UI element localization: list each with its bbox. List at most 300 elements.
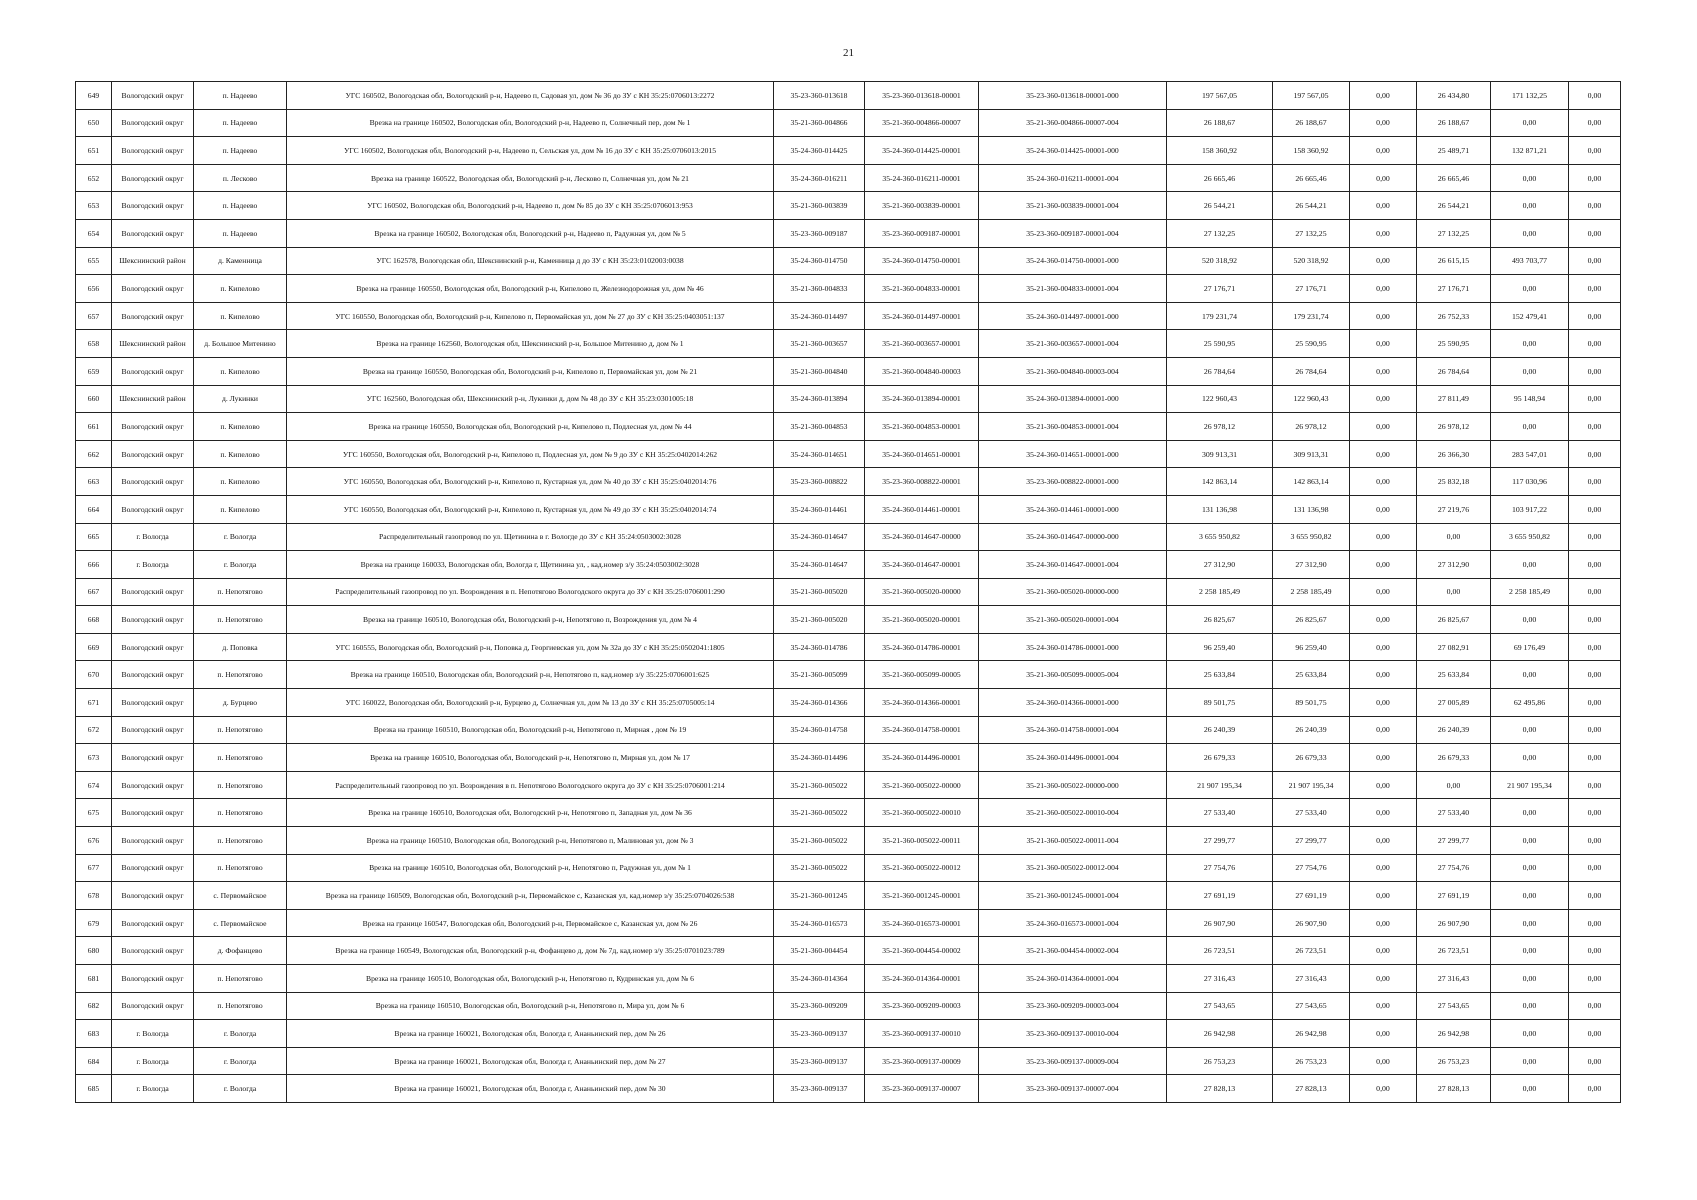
cell-v4: 27 811,49 bbox=[1417, 385, 1491, 413]
cell-settlement: п. Кипелово bbox=[194, 495, 287, 523]
cell-v2: 142 863,14 bbox=[1273, 468, 1350, 496]
cell-v2: 26 188,67 bbox=[1273, 109, 1350, 137]
cell-district: Вологодский округ bbox=[112, 440, 194, 468]
cell-district: г. Вологда bbox=[112, 551, 194, 579]
cell-v6: 0,00 bbox=[1569, 219, 1621, 247]
cell-v2: 27 316,43 bbox=[1273, 965, 1350, 993]
cell-v4: 27 754,76 bbox=[1417, 854, 1491, 882]
cell-object: УГС 160555, Вологодская обл, Вологодский р-н, Поповка д, Георгиевская ул, дом № 32а до ЗУ с КН 35:25:0502041:1805 bbox=[287, 633, 774, 661]
cell-code3: 35-24-360-013894-00001-000 bbox=[979, 385, 1167, 413]
table-row bbox=[76, 164, 1621, 192]
cell-v1: 27 132,25 bbox=[1167, 219, 1273, 247]
cell-v6: 0,00 bbox=[1569, 909, 1621, 937]
cell-v2: 27 543,65 bbox=[1273, 992, 1350, 1020]
cell-district: Шекснинский район bbox=[112, 330, 194, 358]
cell-code3: 35-24-360-016211-00001-004 bbox=[979, 164, 1167, 192]
cell-code1: 35-21-360-005022 bbox=[774, 771, 865, 799]
cell-code2: 35-24-360-014461-00001 bbox=[865, 495, 979, 523]
cell-code3: 35-21-360-005022-00000-000 bbox=[979, 771, 1167, 799]
table-row bbox=[76, 82, 1621, 110]
cell-v2: 27 132,25 bbox=[1273, 219, 1350, 247]
table-row bbox=[76, 799, 1621, 827]
cell-district: г. Вологда bbox=[112, 523, 194, 551]
cell-v6: 0,00 bbox=[1569, 551, 1621, 579]
cell-v5: 103 917,22 bbox=[1491, 495, 1569, 523]
cell-v5: 0,00 bbox=[1491, 909, 1569, 937]
cell-code1: 35-21-360-004454 bbox=[774, 937, 865, 965]
cell-settlement: п. Непотягово bbox=[194, 799, 287, 827]
page-number: 21 bbox=[843, 47, 854, 59]
cell-settlement: п. Непотягово bbox=[194, 827, 287, 855]
cell-v6: 0,00 bbox=[1569, 495, 1621, 523]
cell-v4: 27 082,91 bbox=[1417, 633, 1491, 661]
cell-v2: 27 533,40 bbox=[1273, 799, 1350, 827]
cell-no: 663 bbox=[76, 468, 112, 496]
cell-v3: 0,00 bbox=[1350, 909, 1417, 937]
cell-v3: 0,00 bbox=[1350, 551, 1417, 579]
cell-code3: 35-24-360-014750-00001-000 bbox=[979, 247, 1167, 275]
cell-no: 656 bbox=[76, 275, 112, 303]
cell-code1: 35-23-360-009137 bbox=[774, 1020, 865, 1048]
cell-code2: 35-23-360-009137-00007 bbox=[865, 1075, 979, 1103]
cell-v3: 0,00 bbox=[1350, 1075, 1417, 1103]
cell-v4: 27 316,43 bbox=[1417, 965, 1491, 993]
table-row bbox=[76, 1047, 1621, 1075]
cell-code1: 35-21-360-005022 bbox=[774, 827, 865, 855]
cell-no: 650 bbox=[76, 109, 112, 137]
cell-v4: 26 544,21 bbox=[1417, 192, 1491, 220]
cell-v1: 158 360,92 bbox=[1167, 137, 1273, 165]
cell-v6: 0,00 bbox=[1569, 275, 1621, 303]
cell-v5: 3 655 950,82 bbox=[1491, 523, 1569, 551]
cell-code3: 35-24-360-014647-00001-004 bbox=[979, 551, 1167, 579]
cell-object: Врезка на границе 160522, Вологодская обл, Вологодский р-н, Лесково п, Солнечная ул, дом № 21 bbox=[287, 164, 774, 192]
cell-settlement: д. Фофанцево bbox=[194, 937, 287, 965]
cell-v2: 26 942,98 bbox=[1273, 1020, 1350, 1048]
cell-v6: 0,00 bbox=[1569, 937, 1621, 965]
table-row bbox=[76, 578, 1621, 606]
cell-v3: 0,00 bbox=[1350, 716, 1417, 744]
cell-v6: 0,00 bbox=[1569, 1047, 1621, 1075]
cell-settlement: п. Надеево bbox=[194, 137, 287, 165]
cell-v4: 0,00 bbox=[1417, 771, 1491, 799]
cell-v5: 0,00 bbox=[1491, 661, 1569, 689]
cell-v3: 0,00 bbox=[1350, 302, 1417, 330]
cell-settlement: г. Вологда bbox=[194, 551, 287, 579]
cell-code3: 35-21-360-005020-00000-000 bbox=[979, 578, 1167, 606]
cell-code1: 35-24-360-013894 bbox=[774, 385, 865, 413]
cell-v1: 89 501,75 bbox=[1167, 689, 1273, 717]
cell-object: Врезка на границе 160510, Вологодская обл, Вологодский р-н, Непотягово п, Радужная ул, дом № 1 bbox=[287, 854, 774, 882]
cell-v2: 158 360,92 bbox=[1273, 137, 1350, 165]
cell-v6: 0,00 bbox=[1569, 689, 1621, 717]
cell-v3: 0,00 bbox=[1350, 330, 1417, 358]
cell-settlement: д. Поповка bbox=[194, 633, 287, 661]
table-row bbox=[76, 109, 1621, 137]
cell-code1: 35-23-360-008822 bbox=[774, 468, 865, 496]
cell-code2: 35-23-360-013618-00001 bbox=[865, 82, 979, 110]
cell-object: УГС 160550, Вологодская обл, Вологодский р-н, Кипелово п, Первомайская ул, дом № 27 до ЗУ с КН 35:25:0403051:137 bbox=[287, 302, 774, 330]
cell-v4: 0,00 bbox=[1417, 523, 1491, 551]
cell-v4: 27 312,90 bbox=[1417, 551, 1491, 579]
cell-district: Вологодский округ bbox=[112, 82, 194, 110]
cell-code1: 35-24-360-014786 bbox=[774, 633, 865, 661]
cell-code2: 35-24-360-014750-00001 bbox=[865, 247, 979, 275]
cell-district: Вологодский округ bbox=[112, 357, 194, 385]
cell-district: Шекснинский район bbox=[112, 247, 194, 275]
cell-v1: 26 723,51 bbox=[1167, 937, 1273, 965]
cell-v2: 26 665,46 bbox=[1273, 164, 1350, 192]
cell-code3: 35-21-360-005099-00005-004 bbox=[979, 661, 1167, 689]
cell-no: 657 bbox=[76, 302, 112, 330]
cell-settlement: п. Кипелово bbox=[194, 413, 287, 441]
cell-v4: 27 828,13 bbox=[1417, 1075, 1491, 1103]
cell-district: Вологодский округ bbox=[112, 606, 194, 634]
cell-code2: 35-24-360-014497-00001 bbox=[865, 302, 979, 330]
table-row bbox=[76, 992, 1621, 1020]
cell-no: 685 bbox=[76, 1075, 112, 1103]
cell-v2: 26 679,33 bbox=[1273, 744, 1350, 772]
cell-v1: 26 240,39 bbox=[1167, 716, 1273, 744]
cell-no: 670 bbox=[76, 661, 112, 689]
cell-v5: 0,00 bbox=[1491, 992, 1569, 1020]
cell-v2: 26 723,51 bbox=[1273, 937, 1350, 965]
cell-v4: 26 752,33 bbox=[1417, 302, 1491, 330]
table-row bbox=[76, 937, 1621, 965]
cell-code3: 35-21-360-003839-00001-004 bbox=[979, 192, 1167, 220]
cell-code3: 35-21-360-005022-00010-004 bbox=[979, 799, 1167, 827]
cell-settlement: д. Каменница bbox=[194, 247, 287, 275]
cell-district: Вологодский округ bbox=[112, 275, 194, 303]
cell-v1: 27 533,40 bbox=[1167, 799, 1273, 827]
cell-v4: 26 753,23 bbox=[1417, 1047, 1491, 1075]
cell-v2: 520 318,92 bbox=[1273, 247, 1350, 275]
cell-district: Вологодский округ bbox=[112, 937, 194, 965]
cell-settlement: п. Кипелово bbox=[194, 440, 287, 468]
table-row bbox=[76, 302, 1621, 330]
cell-code1: 35-24-360-014461 bbox=[774, 495, 865, 523]
cell-v6: 0,00 bbox=[1569, 137, 1621, 165]
cell-code3: 35-21-360-003657-00001-004 bbox=[979, 330, 1167, 358]
cell-code1: 35-21-360-004840 bbox=[774, 357, 865, 385]
cell-code1: 35-21-360-003839 bbox=[774, 192, 865, 220]
cell-district: Вологодский округ bbox=[112, 219, 194, 247]
cell-no: 668 bbox=[76, 606, 112, 634]
cell-no: 666 bbox=[76, 551, 112, 579]
cell-v3: 0,00 bbox=[1350, 744, 1417, 772]
cell-object: Врезка на границе 160510, Вологодская обл, Вологодский р-н, Непотягово п, Западная ул, дом № 36 bbox=[287, 799, 774, 827]
cell-code2: 35-21-360-003839-00001 bbox=[865, 192, 979, 220]
table-row bbox=[76, 495, 1621, 523]
cell-code3: 35-21-360-004840-00003-004 bbox=[979, 357, 1167, 385]
cell-code1: 35-24-360-014750 bbox=[774, 247, 865, 275]
cell-v3: 0,00 bbox=[1350, 219, 1417, 247]
cell-v5: 0,00 bbox=[1491, 1020, 1569, 1048]
cell-v1: 27 316,43 bbox=[1167, 965, 1273, 993]
cell-v3: 0,00 bbox=[1350, 1047, 1417, 1075]
cell-district: Вологодский округ bbox=[112, 992, 194, 1020]
cell-v2: 27 299,77 bbox=[1273, 827, 1350, 855]
cell-settlement: с. Первомайское bbox=[194, 882, 287, 910]
cell-district: Вологодский округ bbox=[112, 882, 194, 910]
cell-object: Врезка на границе 160021, Вологодская обл, Вологда г, Ананьинский пер, дом № 30 bbox=[287, 1075, 774, 1103]
cell-v2: 26 978,12 bbox=[1273, 413, 1350, 441]
cell-code1: 35-21-360-001245 bbox=[774, 882, 865, 910]
cell-code2: 35-24-360-014364-00001 bbox=[865, 965, 979, 993]
cell-v2: 26 544,21 bbox=[1273, 192, 1350, 220]
cell-code3: 35-23-360-009209-00003-004 bbox=[979, 992, 1167, 1020]
cell-settlement: г. Вологда bbox=[194, 1020, 287, 1048]
cell-code2: 35-24-360-013894-00001 bbox=[865, 385, 979, 413]
cell-v5: 283 547,01 bbox=[1491, 440, 1569, 468]
cell-v1: 27 176,71 bbox=[1167, 275, 1273, 303]
cell-code2: 35-24-360-016211-00001 bbox=[865, 164, 979, 192]
cell-code3: 35-21-360-001245-00001-004 bbox=[979, 882, 1167, 910]
cell-code3: 35-21-360-004866-00007-004 bbox=[979, 109, 1167, 137]
cell-object: Врезка на границе 160510, Вологодская обл, Вологодский р-н, Непотягово п, Малиновая ул, дом № 3 bbox=[287, 827, 774, 855]
cell-code2: 35-23-360-009209-00003 bbox=[865, 992, 979, 1020]
cell-v3: 0,00 bbox=[1350, 992, 1417, 1020]
cell-v4: 26 665,46 bbox=[1417, 164, 1491, 192]
cell-v1: 27 543,65 bbox=[1167, 992, 1273, 1020]
cell-code3: 35-24-360-014364-00001-004 bbox=[979, 965, 1167, 993]
table-row bbox=[76, 771, 1621, 799]
cell-code1: 35-24-360-014651 bbox=[774, 440, 865, 468]
cell-v5: 0,00 bbox=[1491, 1075, 1569, 1103]
cell-object: Врезка на границе 160510, Вологодская обл, Вологодский р-н, Непотягово п, Мирная , дом № 19 bbox=[287, 716, 774, 744]
cell-district: Вологодский округ bbox=[112, 495, 194, 523]
cell-v6: 0,00 bbox=[1569, 1020, 1621, 1048]
cell-settlement: п. Непотягово bbox=[194, 606, 287, 634]
cell-v6: 0,00 bbox=[1569, 413, 1621, 441]
cell-v4: 25 489,71 bbox=[1417, 137, 1491, 165]
cell-v5: 493 703,77 bbox=[1491, 247, 1569, 275]
cell-code2: 35-23-360-009137-00009 bbox=[865, 1047, 979, 1075]
cell-district: Шекснинский район bbox=[112, 385, 194, 413]
cell-object: Врезка на границе 160033, Вологодская обл, Вологда г, Щетинина ул, , кад.номер з/у 35:24:0503002:3028 bbox=[287, 551, 774, 579]
cell-v3: 0,00 bbox=[1350, 137, 1417, 165]
cell-v4: 26 188,67 bbox=[1417, 109, 1491, 137]
cell-code2: 35-21-360-004853-00001 bbox=[865, 413, 979, 441]
cell-code2: 35-21-360-004833-00001 bbox=[865, 275, 979, 303]
cell-v2: 197 567,05 bbox=[1273, 82, 1350, 110]
cell-object: Врезка на границе 160021, Вологодская обл, Вологда г, Ананьинский пер, дом № 27 bbox=[287, 1047, 774, 1075]
cell-v6: 0,00 bbox=[1569, 468, 1621, 496]
cell-code3: 35-24-360-014496-00001-004 bbox=[979, 744, 1167, 772]
cell-settlement: п. Надеево bbox=[194, 219, 287, 247]
cell-v6: 0,00 bbox=[1569, 633, 1621, 661]
cell-settlement: п. Непотягово bbox=[194, 661, 287, 689]
cell-v6: 0,00 bbox=[1569, 330, 1621, 358]
cell-v5: 132 871,21 bbox=[1491, 137, 1569, 165]
cell-district: Вологодский округ bbox=[112, 661, 194, 689]
cell-code2: 35-21-360-005022-00012 bbox=[865, 854, 979, 882]
cell-v5: 0,00 bbox=[1491, 219, 1569, 247]
cell-v1: 309 913,31 bbox=[1167, 440, 1273, 468]
cell-settlement: п. Надеево bbox=[194, 192, 287, 220]
cell-v1: 142 863,14 bbox=[1167, 468, 1273, 496]
cell-v4: 26 784,64 bbox=[1417, 357, 1491, 385]
cell-code2: 35-23-360-008822-00001 bbox=[865, 468, 979, 496]
cell-code2: 35-21-360-004454-00002 bbox=[865, 937, 979, 965]
cell-v5: 0,00 bbox=[1491, 799, 1569, 827]
cell-v5: 69 176,49 bbox=[1491, 633, 1569, 661]
cell-object: УГС 160502, Вологодская обл, Вологодский р-н, Надеево п, дом № 85 до ЗУ с КН 35:25:0706013:953 bbox=[287, 192, 774, 220]
cell-code1: 35-23-360-009137 bbox=[774, 1075, 865, 1103]
cell-code1: 35-21-360-003657 bbox=[774, 330, 865, 358]
cell-object: Распределительный газопровод по ул. Щетинина в г. Вологде до ЗУ с КН 35:24:0503002:3028 bbox=[287, 523, 774, 551]
cell-v3: 0,00 bbox=[1350, 965, 1417, 993]
cell-code1: 35-24-360-014364 bbox=[774, 965, 865, 993]
cell-code3: 35-24-360-014497-00001-000 bbox=[979, 302, 1167, 330]
cell-v4: 27 005,89 bbox=[1417, 689, 1491, 717]
cell-code2: 35-24-360-014366-00001 bbox=[865, 689, 979, 717]
cell-v3: 0,00 bbox=[1350, 854, 1417, 882]
cell-code1: 35-21-360-005020 bbox=[774, 578, 865, 606]
cell-code3: 35-23-360-009137-00010-004 bbox=[979, 1020, 1167, 1048]
cell-district: Вологодский округ bbox=[112, 854, 194, 882]
table-row bbox=[76, 661, 1621, 689]
cell-object: УГС 162578, Вологодская обл, Шекснинский р-н, Каменница д до ЗУ с КН 35:23:0102003:0038 bbox=[287, 247, 774, 275]
cell-no: 652 bbox=[76, 164, 112, 192]
table-row bbox=[76, 965, 1621, 993]
cell-v5: 0,00 bbox=[1491, 882, 1569, 910]
cell-v1: 96 259,40 bbox=[1167, 633, 1273, 661]
cell-code3: 35-21-360-004833-00001-004 bbox=[979, 275, 1167, 303]
cell-v4: 0,00 bbox=[1417, 578, 1491, 606]
cell-no: 683 bbox=[76, 1020, 112, 1048]
cell-no: 654 bbox=[76, 219, 112, 247]
cell-code2: 35-23-360-009187-00001 bbox=[865, 219, 979, 247]
cell-code2: 35-21-360-005022-00010 bbox=[865, 799, 979, 827]
cell-v6: 0,00 bbox=[1569, 82, 1621, 110]
cell-object: Врезка на границе 160550, Вологодская обл, Вологодский р-н, Кипелово п, Железнодорожная ул, дом № 46 bbox=[287, 275, 774, 303]
cell-code1: 35-21-360-004853 bbox=[774, 413, 865, 441]
cell-settlement: п. Непотягово bbox=[194, 771, 287, 799]
cell-code3: 35-21-360-004454-00002-004 bbox=[979, 937, 1167, 965]
cell-v1: 26 665,46 bbox=[1167, 164, 1273, 192]
cell-v4: 27 691,19 bbox=[1417, 882, 1491, 910]
cell-v6: 0,00 bbox=[1569, 965, 1621, 993]
cell-v5: 0,00 bbox=[1491, 937, 1569, 965]
cell-code2: 35-21-360-004840-00003 bbox=[865, 357, 979, 385]
cell-object: Врезка на границе 160510, Вологодская обл, Вологодский р-н, Непотягово п, Возрождения ул, дом № 4 bbox=[287, 606, 774, 634]
cell-code3: 35-21-360-005020-00001-004 bbox=[979, 606, 1167, 634]
table-row bbox=[76, 909, 1621, 937]
cell-code2: 35-23-360-009137-00010 bbox=[865, 1020, 979, 1048]
cell-v2: 309 913,31 bbox=[1273, 440, 1350, 468]
cell-no: 653 bbox=[76, 192, 112, 220]
cell-v3: 0,00 bbox=[1350, 661, 1417, 689]
cell-v5: 0,00 bbox=[1491, 551, 1569, 579]
cell-no: 680 bbox=[76, 937, 112, 965]
cell-v6: 0,00 bbox=[1569, 192, 1621, 220]
cell-v3: 0,00 bbox=[1350, 771, 1417, 799]
cell-no: 669 bbox=[76, 633, 112, 661]
cell-district: Вологодский округ bbox=[112, 716, 194, 744]
cell-v5: 0,00 bbox=[1491, 606, 1569, 634]
table-row bbox=[76, 192, 1621, 220]
cell-v1: 27 691,19 bbox=[1167, 882, 1273, 910]
cell-v1: 26 753,23 bbox=[1167, 1047, 1273, 1075]
cell-v1: 27 299,77 bbox=[1167, 827, 1273, 855]
cell-code2: 35-24-360-014425-00001 bbox=[865, 137, 979, 165]
cell-v4: 26 366,30 bbox=[1417, 440, 1491, 468]
cell-v2: 25 590,95 bbox=[1273, 330, 1350, 358]
cell-code2: 35-21-360-001245-00001 bbox=[865, 882, 979, 910]
cell-v3: 0,00 bbox=[1350, 523, 1417, 551]
cell-object: Распределительный газопровод по ул. Возрождения в п. Непотягово Вологодского округа до ЗУ с КН 35:25:0706001:214 bbox=[287, 771, 774, 799]
cell-v1: 25 590,95 bbox=[1167, 330, 1273, 358]
cell-v3: 0,00 bbox=[1350, 109, 1417, 137]
cell-v5: 0,00 bbox=[1491, 716, 1569, 744]
cell-v3: 0,00 bbox=[1350, 385, 1417, 413]
cell-settlement: п. Надеево bbox=[194, 82, 287, 110]
cell-code1: 35-24-360-014647 bbox=[774, 523, 865, 551]
cell-settlement: п. Кипелово bbox=[194, 275, 287, 303]
cell-v5: 0,00 bbox=[1491, 965, 1569, 993]
cell-no: 671 bbox=[76, 689, 112, 717]
cell-v3: 0,00 bbox=[1350, 689, 1417, 717]
cell-v4: 26 679,33 bbox=[1417, 744, 1491, 772]
cell-v5: 0,00 bbox=[1491, 827, 1569, 855]
cell-v3: 0,00 bbox=[1350, 247, 1417, 275]
cell-settlement: п. Непотягово bbox=[194, 716, 287, 744]
cell-no: 664 bbox=[76, 495, 112, 523]
cell-v3: 0,00 bbox=[1350, 578, 1417, 606]
cell-v2: 89 501,75 bbox=[1273, 689, 1350, 717]
cell-v5: 95 148,94 bbox=[1491, 385, 1569, 413]
table-row bbox=[76, 827, 1621, 855]
cell-code1: 35-24-360-014496 bbox=[774, 744, 865, 772]
cell-v3: 0,00 bbox=[1350, 827, 1417, 855]
cell-v5: 62 495,86 bbox=[1491, 689, 1569, 717]
cell-v3: 0,00 bbox=[1350, 633, 1417, 661]
cell-code3: 35-24-360-014461-00001-000 bbox=[979, 495, 1167, 523]
cell-v6: 0,00 bbox=[1569, 302, 1621, 330]
cell-v1: 3 655 950,82 bbox=[1167, 523, 1273, 551]
cell-settlement: д. Большое Митенино bbox=[194, 330, 287, 358]
cell-object: Врезка на границе 160510, Вологодская обл, Вологодский р-н, Непотягово п, Мира ул, дом № 6 bbox=[287, 992, 774, 1020]
cell-v3: 0,00 bbox=[1350, 937, 1417, 965]
cell-v1: 520 318,92 bbox=[1167, 247, 1273, 275]
cell-object: УГС 160022, Вологодская обл, Вологодский р-н, Бурцево д, Солнечная ул, дом № 13 до ЗУ с КН 35:25:0705005:14 bbox=[287, 689, 774, 717]
cell-no: 684 bbox=[76, 1047, 112, 1075]
cell-code2: 35-21-360-004866-00007 bbox=[865, 109, 979, 137]
table-row bbox=[76, 716, 1621, 744]
cell-no: 655 bbox=[76, 247, 112, 275]
cell-settlement: п. Кипелово bbox=[194, 302, 287, 330]
cell-district: Вологодский округ bbox=[112, 633, 194, 661]
cell-v4: 26 825,67 bbox=[1417, 606, 1491, 634]
table-row bbox=[76, 330, 1621, 358]
table-row bbox=[76, 551, 1621, 579]
cell-no: 679 bbox=[76, 909, 112, 937]
cell-v2: 131 136,98 bbox=[1273, 495, 1350, 523]
cell-no: 651 bbox=[76, 137, 112, 165]
cell-v1: 27 828,13 bbox=[1167, 1075, 1273, 1103]
cell-v6: 0,00 bbox=[1569, 992, 1621, 1020]
cell-code3: 35-23-360-008822-00001-000 bbox=[979, 468, 1167, 496]
cell-settlement: д. Бурцево bbox=[194, 689, 287, 717]
cell-code1: 35-23-360-009187 bbox=[774, 219, 865, 247]
cell-code2: 35-21-360-005020-00000 bbox=[865, 578, 979, 606]
cell-v5: 0,00 bbox=[1491, 109, 1569, 137]
cell-settlement: п. Непотягово bbox=[194, 578, 287, 606]
cell-district: Вологодский округ bbox=[112, 413, 194, 441]
cell-settlement: п. Непотягово bbox=[194, 965, 287, 993]
cell-v5: 171 132,25 bbox=[1491, 82, 1569, 110]
